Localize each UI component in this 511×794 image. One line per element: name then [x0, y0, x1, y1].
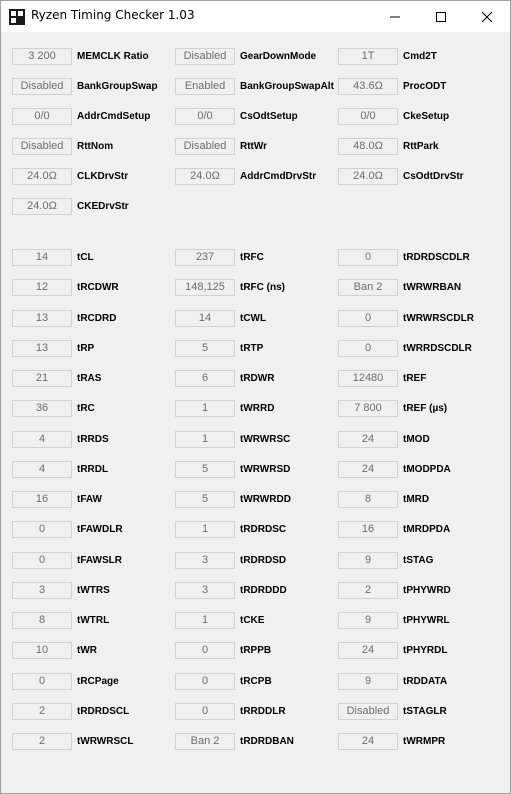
rttwr-label: RttWr — [240, 141, 268, 152]
trrdl-value-field[interactable]: 4 — [12, 461, 72, 478]
ckedrvstr-label: CKEDrvStr — [77, 201, 129, 212]
ckedrvstr-value-field[interactable]: 24.0Ω — [12, 198, 72, 215]
rttnom-value-field[interactable]: Disabled — [12, 138, 72, 155]
twtrs-value-field[interactable]: 3 — [12, 582, 72, 599]
trcdwr-value-field[interactable]: 12 — [12, 279, 72, 296]
twrwrsc-value-field[interactable]: 1 — [175, 431, 235, 448]
tras-value-field[interactable]: 21 — [12, 370, 72, 387]
twrrdscdlr-label: tWRRDSCDLR — [403, 342, 472, 354]
tref-s-label: tREF (µs) — [403, 403, 448, 415]
trdrdscl-value-field[interactable]: 2 — [12, 703, 72, 720]
twrwrdd-label: tWRWRDD — [240, 494, 291, 505]
trdrdsc-label: tRDRDSC — [240, 524, 287, 536]
addrcmddrvstr-label: AddrCmdDrvStr — [240, 171, 317, 182]
tstaglr-value-field[interactable]: Disabled — [338, 703, 398, 720]
trfc-value-field[interactable]: 237 — [175, 249, 235, 266]
trtp-value-field[interactable]: 5 — [175, 340, 235, 357]
tref-value-field[interactable]: 12480 — [338, 370, 398, 387]
twrwrsc-label: tWRWRSC — [240, 433, 291, 445]
tmrd-label: tMRD — [403, 494, 430, 505]
twr-value-field[interactable]: 10 — [12, 642, 72, 659]
trrdl-label: tRRDL — [77, 463, 109, 475]
trdrdscl-label: tRDRDSCL — [77, 705, 130, 717]
twrwrban-label: tWRWRBAN — [403, 282, 462, 294]
tfawslr-label: tFAWSLR — [77, 554, 122, 566]
trcdwr-label: tRCDWR — [77, 282, 119, 294]
maximize-button[interactable] — [418, 1, 464, 32]
trrds-value-field[interactable]: 4 — [12, 431, 72, 448]
twr-label: tWR — [77, 645, 97, 657]
tfaw-label: tFAW — [77, 494, 102, 505]
twrmpr-value-field[interactable]: 24 — [338, 733, 398, 750]
tphywrd-label: tPHYWRD — [403, 584, 451, 596]
tref-label: tREF — [403, 373, 427, 384]
bankgroupswap-value-field[interactable]: Disabled — [12, 78, 72, 95]
twrwrscdlr-label: tWRWRSCDLR — [403, 312, 474, 324]
bankgroupswapalt-label: BankGroupSwapAlt — [240, 81, 334, 92]
trc-label: tRC — [77, 403, 95, 415]
tcwl-value-field[interactable]: 14 — [175, 310, 235, 327]
addrcmddrvstr-value-field[interactable]: 24.0Ω — [175, 168, 235, 185]
tstag-value-field[interactable]: 9 — [338, 552, 398, 569]
trcdrd-label: tRCDRD — [77, 312, 117, 324]
twrwrsd-label: tWRWRSD — [240, 463, 291, 475]
title-bar[interactable] — [1, 1, 510, 32]
tmrdpda-value-field[interactable]: 16 — [338, 521, 398, 538]
geardownmode-label: GearDownMode — [240, 51, 317, 62]
trc-value-field[interactable]: 36 — [12, 400, 72, 417]
tmrdpda-label: tMRDPDA — [403, 524, 451, 536]
procodt-value-field[interactable]: 43.6Ω — [338, 78, 398, 95]
trddata-label: tRDDATA — [403, 675, 448, 687]
tphyrdl-label: tPHYRDL — [403, 645, 448, 657]
trdrdsd-value-field[interactable]: 3 — [175, 552, 235, 569]
csodtdrvstr-label: CsOdtDrvStr — [403, 171, 464, 182]
tfawslr-value-field[interactable]: 0 — [12, 552, 72, 569]
addrcmdsetup-value-field[interactable]: 0/0 — [12, 108, 72, 125]
twrrd-value-field[interactable]: 1 — [175, 400, 235, 417]
twrrdscdlr-value-field[interactable]: 0 — [338, 340, 398, 357]
trp-label: tRP — [77, 342, 95, 354]
rttnom-label: RttNom — [77, 141, 114, 152]
trdrddd-value-field[interactable]: 3 — [175, 582, 235, 599]
tras-label: tRAS — [77, 373, 102, 384]
twrwrban-value-field[interactable]: Ban 2 — [338, 279, 398, 296]
close-icon — [481, 11, 493, 23]
trdrdscdlr-value-field[interactable]: 0 — [338, 249, 398, 266]
tmodpda-value-field[interactable]: 24 — [338, 461, 398, 478]
trtp-label: tRTP — [240, 342, 264, 354]
tmod-label: tMOD — [403, 433, 430, 445]
tcke-value-field[interactable]: 1 — [175, 612, 235, 629]
trdwr-value-field[interactable]: 6 — [175, 370, 235, 387]
trcdrd-value-field[interactable]: 13 — [12, 310, 72, 327]
bankgroupswapalt-value-field[interactable]: Enabled — [175, 78, 235, 95]
trdrdscdlr-label: tRDRDSCDLR — [403, 252, 470, 263]
trdrddd-label: tRDRDDD — [240, 584, 287, 596]
csodtdrvstr-value-field[interactable]: 24.0Ω — [338, 168, 398, 185]
rttwr-value-field[interactable]: Disabled — [175, 138, 235, 155]
trdrdban-label: tRDRDBAN — [240, 736, 294, 747]
trppb-value-field[interactable]: 0 — [175, 642, 235, 659]
tmrd-value-field[interactable]: 8 — [338, 491, 398, 508]
tphyrdl-value-field[interactable]: 24 — [338, 642, 398, 659]
tref-s-value-field[interactable]: 7 800 — [338, 400, 398, 417]
trcpage-value-field[interactable]: 0 — [12, 673, 72, 690]
tphywrd-value-field[interactable]: 2 — [338, 582, 398, 599]
tmod-value-field[interactable]: 24 — [338, 431, 398, 448]
close-button[interactable] — [464, 1, 510, 32]
trcpb-value-field[interactable]: 0 — [175, 673, 235, 690]
minimize-button[interactable] — [372, 1, 418, 32]
tfawdlr-label: tFAWDLR — [77, 524, 123, 536]
trfc-ns-label: tRFC (ns) — [240, 282, 285, 294]
twtrl-value-field[interactable]: 8 — [12, 612, 72, 629]
tstag-label: tSTAG — [403, 554, 434, 566]
trdrdban-value-field[interactable]: Ban 2 — [175, 733, 235, 750]
trrds-label: tRRDS — [77, 433, 109, 445]
tphywrl-label: tPHYWRL — [403, 615, 450, 626]
ckesetup-label: CkeSetup — [403, 111, 450, 122]
csodtsetup-label: CsOdtSetup — [240, 111, 298, 122]
trp-value-field[interactable]: 13 — [12, 340, 72, 357]
twrwrscl-value-field[interactable]: 2 — [12, 733, 72, 750]
twrrd-label: tWRRD — [240, 403, 275, 415]
trrddlr-value-field[interactable]: 0 — [175, 703, 235, 720]
tcke-label: tCKE — [240, 615, 265, 626]
cmd2t-value-field[interactable]: 1T — [338, 48, 398, 65]
twrmpr-label: tWRMPR — [403, 736, 446, 747]
geardownmode-value-field[interactable]: Disabled — [175, 48, 235, 65]
cmd2t-label: Cmd2T — [403, 51, 437, 62]
trdrdsd-label: tRDRDSD — [240, 554, 287, 566]
trppb-label: tRPPB — [240, 645, 272, 657]
ckesetup-value-field[interactable]: 0/0 — [338, 108, 398, 125]
trdrdsc-value-field[interactable]: 1 — [175, 521, 235, 538]
minimize-icon — [389, 11, 401, 23]
memclk-ratio-value-field[interactable]: 3 200 — [12, 48, 72, 65]
trfc-ns-value-field[interactable]: 148,125 — [175, 279, 235, 296]
tmodpda-label: tMODPDA — [403, 463, 451, 475]
twrwrdd-value-field[interactable]: 5 — [175, 491, 235, 508]
maximize-icon — [435, 11, 447, 23]
rttpark-value-field[interactable]: 48.0Ω — [338, 138, 398, 155]
trrddlr-label: tRRDDLR — [240, 705, 286, 717]
twtrl-label: tWTRL — [77, 615, 110, 626]
rttpark-label: RttPark — [403, 141, 439, 152]
tcl-label: tCL — [77, 252, 94, 263]
bankgroupswap-label: BankGroupSwap — [77, 81, 158, 92]
procodt-label: ProcODT — [403, 81, 447, 92]
app-icon — [9, 9, 25, 25]
tphywrl-value-field[interactable]: 9 — [338, 612, 398, 629]
twrwrscl-label: tWRWRSCL — [77, 736, 134, 747]
window-title: Ryzen Timing Checker 1.03 — [31, 8, 195, 22]
trddata-value-field[interactable]: 9 — [338, 673, 398, 690]
tfaw-value-field[interactable]: 16 — [12, 491, 72, 508]
tcwl-label: tCWL — [240, 312, 267, 324]
trdwr-label: tRDWR — [240, 373, 275, 384]
trfc-label: tRFC — [240, 252, 264, 263]
twtrs-label: tWTRS — [77, 584, 110, 596]
twrwrsd-value-field[interactable]: 5 — [175, 461, 235, 478]
clkdrvstr-value-field[interactable]: 24.0Ω — [12, 168, 72, 185]
addrcmdsetup-label: AddrCmdSetup — [77, 111, 151, 122]
trcpb-label: tRCPB — [240, 675, 272, 687]
tfawdlr-value-field[interactable]: 0 — [12, 521, 72, 538]
timings-panel — [1, 32, 510, 793]
tstaglr-label: tSTAGLR — [403, 705, 447, 717]
csodtsetup-value-field[interactable]: 0/0 — [175, 108, 235, 125]
clkdrvstr-label: CLKDrvStr — [77, 171, 129, 182]
tcl-value-field[interactable]: 14 — [12, 249, 72, 266]
trcpage-label: tRCPage — [77, 675, 119, 687]
memclk-ratio-label: MEMCLK Ratio — [77, 51, 149, 62]
twrwrscdlr-value-field[interactable]: 0 — [338, 310, 398, 327]
